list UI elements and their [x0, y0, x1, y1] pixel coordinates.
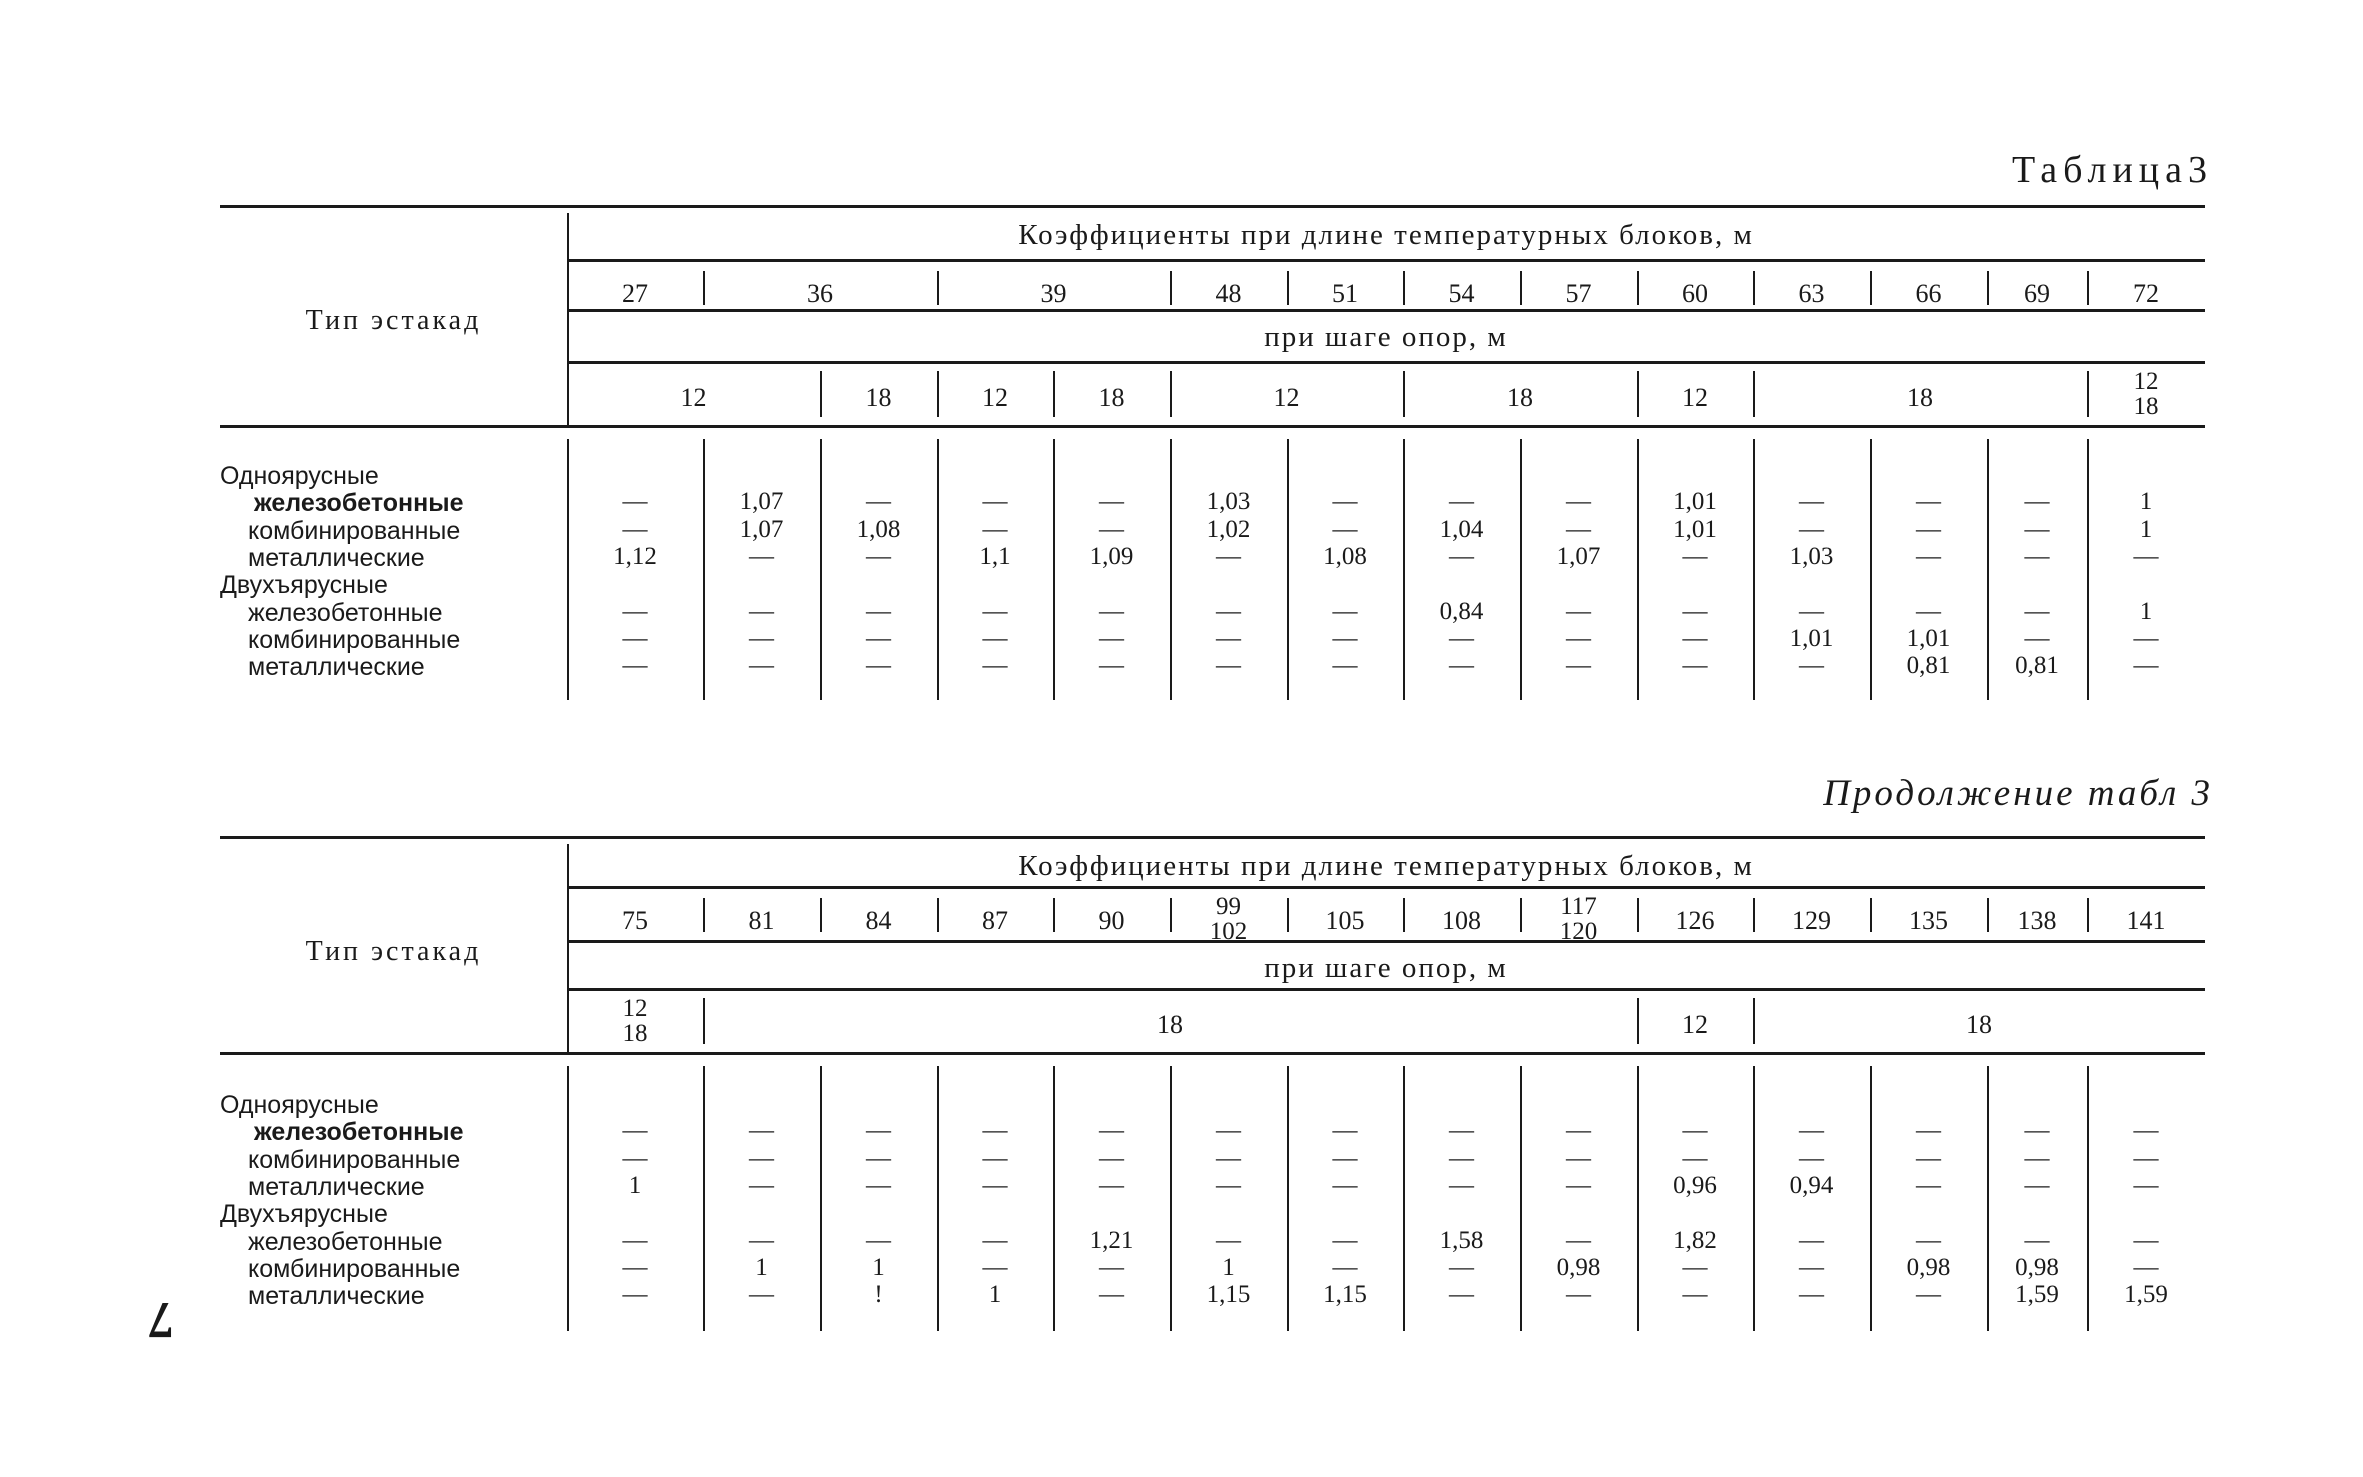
table-cell: —: [1449, 1281, 1474, 1309]
table-cell: —: [1566, 1117, 1591, 1145]
table-cell: —: [749, 597, 774, 625]
rule-line: [2087, 898, 2089, 932]
table-cell: 1,01: [1906, 624, 1951, 652]
table-cell: —: [622, 1144, 648, 1172]
table-cell: —: [2133, 542, 2159, 570]
table-cell: —: [1099, 1117, 1124, 1145]
rule-line: [1287, 271, 1289, 305]
table-cell: 0,98: [1906, 1253, 1951, 1281]
table-cell: —: [1799, 488, 1824, 516]
table-cell: —: [1916, 1226, 1941, 1254]
table-cell: 1,59: [2015, 1281, 2059, 1309]
length-cell: 69: [2024, 279, 2050, 308]
table-cell: —: [1099, 1144, 1124, 1172]
length-cell: 126: [1675, 906, 1715, 935]
length-cell: 81: [748, 906, 775, 935]
table-cell: 1,01: [1673, 488, 1717, 516]
table-cell: —: [982, 1117, 1008, 1145]
step-cell: 18: [1507, 383, 1533, 412]
table-cell: —: [1916, 515, 1941, 543]
length-cell: 63: [1798, 279, 1825, 308]
length-cell: 48: [1215, 279, 1242, 308]
length-cell: 54: [1448, 279, 1475, 308]
table-cell: —: [2024, 515, 2050, 543]
table-cell: —: [1566, 488, 1591, 516]
row-label: Одноярусные: [220, 1091, 379, 1119]
table-cell: —: [1799, 515, 1824, 543]
table-cell: 1,15: [1323, 1281, 1367, 1309]
row-label: комбинированные: [248, 1254, 461, 1283]
table-cell: —: [1216, 597, 1241, 625]
length-cell: 75: [622, 906, 648, 935]
rule-line: [703, 998, 705, 1044]
table-cell: —: [866, 597, 891, 625]
table-cell: —: [982, 1253, 1008, 1281]
rule-line: [2087, 271, 2089, 305]
table-cell: —: [1216, 1144, 1241, 1172]
table1-caption: Таблица3: [2011, 149, 2213, 191]
table-cell: 1,03: [1206, 488, 1251, 516]
table-cell: —: [2024, 597, 2050, 625]
rule-line: [937, 271, 939, 305]
table-cell: 1: [2139, 515, 2153, 543]
row-label: металлические: [248, 653, 425, 682]
table-cell: —: [1449, 624, 1474, 652]
table-cell: —: [1099, 1171, 1124, 1199]
table-cell: —: [1216, 1171, 1241, 1199]
table-cell: 0,81: [1906, 652, 1951, 680]
rule-line: [1170, 271, 1172, 305]
table-cell: 1,01: [1789, 624, 1834, 652]
rule-line: [1053, 371, 1055, 417]
table-cell: —: [1449, 1117, 1474, 1145]
table-cell: —: [1799, 1226, 1824, 1254]
rule-line: [567, 988, 2205, 991]
table-cell: —: [1332, 1144, 1358, 1172]
length-cell: 129: [1792, 906, 1831, 935]
rule-line: [567, 361, 2205, 364]
table-cell: —: [1799, 597, 1824, 625]
table-cell: —: [749, 1226, 774, 1254]
table-cell: 1,15: [1206, 1281, 1251, 1309]
table-cell: —: [749, 652, 774, 680]
table-cell: 1: [2139, 597, 2153, 625]
table-cell: —: [622, 515, 648, 543]
table-cell: —: [2024, 488, 2050, 516]
step-cell: 12: [1682, 1010, 1708, 1039]
step-cell: 12: [1682, 383, 1708, 412]
rule-line: [1637, 998, 1639, 1044]
table-cell: 1,82: [1673, 1226, 1717, 1254]
row-label: железобетонные: [254, 1118, 464, 1147]
table-cell: —: [1566, 652, 1591, 680]
table-cell: —: [1332, 488, 1358, 516]
length-cell: 135: [1909, 906, 1948, 935]
length-cell: 105: [1325, 906, 1365, 935]
table-cell: —: [982, 597, 1008, 625]
table-cell: —: [866, 1171, 891, 1199]
row-label: металлические: [248, 1282, 425, 1311]
rule-line: [1637, 898, 1639, 932]
row-label: железобетонные: [248, 1227, 443, 1256]
table-cell: —: [1682, 1144, 1708, 1172]
table-cell: 1,1: [979, 542, 1011, 570]
table-cell: 0,81: [2015, 652, 2059, 680]
table-cell: 1,07: [1556, 542, 1601, 570]
rule-line: [1753, 998, 1755, 1044]
table-cell: —: [1916, 1117, 1941, 1145]
table-cell: —: [622, 1117, 648, 1145]
table-cell: —: [982, 652, 1008, 680]
rule-line: [1520, 898, 1522, 932]
table-cell: —: [982, 624, 1008, 652]
table-cell: —: [1099, 1253, 1124, 1281]
step-cell: 18: [1907, 383, 1933, 412]
table-cell: —: [1332, 1253, 1358, 1281]
table-cell: —: [866, 542, 891, 570]
table-cell: —: [1332, 1117, 1358, 1145]
table-cell: —: [1682, 1117, 1708, 1145]
table-cell: 1,09: [1089, 542, 1134, 570]
table-cell: —: [622, 1281, 648, 1309]
table-cell: —: [1099, 624, 1124, 652]
table-cell: —: [622, 652, 648, 680]
table-cell: 1,01: [1673, 515, 1717, 543]
rule-line: [1403, 898, 1405, 932]
table-cell: —: [1449, 488, 1474, 516]
table-cell: 1: [872, 1253, 885, 1281]
table-cell: —: [749, 624, 774, 652]
table-cell: 1,04: [1439, 515, 1484, 543]
row-label: Одноярусные: [220, 462, 379, 490]
table-cell: —: [2133, 624, 2159, 652]
rule-line: [1403, 271, 1405, 305]
table-cell: —: [1449, 542, 1474, 570]
table-cell: 1,02: [1206, 515, 1251, 543]
table-cell: —: [2024, 1144, 2050, 1172]
rule-line: [567, 309, 2205, 312]
rule-line: [1287, 898, 1289, 932]
rule-line: [220, 1052, 2205, 1055]
table-cell: —: [1566, 1144, 1591, 1172]
step-cell: 18: [1966, 1010, 1992, 1039]
table-cell: —: [866, 652, 891, 680]
step-cell: 18: [865, 383, 892, 412]
step-cell: 18: [1157, 1010, 1183, 1039]
length-cell: 84: [865, 906, 892, 935]
table-cell: —: [1449, 652, 1474, 680]
length-cell: 117 120: [1559, 893, 1598, 945]
row-label: металлические: [248, 1172, 425, 1201]
page-number: 7: [148, 1291, 174, 1348]
table-cell: —: [982, 1226, 1008, 1254]
rule-line: [937, 371, 939, 417]
table-cell: —: [2133, 1226, 2159, 1254]
rule-line: [1753, 371, 1755, 417]
length-cell: 72: [2133, 279, 2159, 308]
table-cell: —: [622, 624, 648, 652]
table-cell: —: [2133, 1117, 2159, 1145]
rule-line: [567, 940, 2205, 943]
rule-line: [820, 898, 822, 932]
table-cell: —: [2133, 1253, 2159, 1281]
rule-line: [703, 898, 705, 932]
table-cell: —: [1332, 515, 1358, 543]
table-cell: 1: [2139, 488, 2153, 516]
table-cell: —: [1216, 1226, 1241, 1254]
table-cell: —: [1449, 1144, 1474, 1172]
table-cell: —: [749, 1144, 774, 1172]
row-label: Двухъярусные: [220, 1200, 388, 1229]
table-cell: —: [1449, 1253, 1474, 1281]
rule-line: [1403, 371, 1405, 417]
length-cell: 57: [1565, 279, 1592, 308]
table-cell: 0,98: [2015, 1253, 2059, 1281]
rule-line: [1637, 271, 1639, 305]
table-cell: —: [1566, 624, 1591, 652]
step-header: при шаге опор, м: [1264, 321, 1508, 353]
table-cell: 0,98: [1556, 1253, 1601, 1281]
rule-line: [1987, 271, 1989, 305]
table-cell: —: [1682, 1253, 1708, 1281]
rule-line: [567, 259, 2205, 262]
step-cell: 12: [680, 383, 707, 412]
table-cell: —: [1682, 624, 1708, 652]
row-label: Двухъярусные: [220, 571, 388, 600]
table-cell: 1,21: [1089, 1226, 1134, 1254]
rule-line: [1170, 371, 1172, 417]
step-cell: 12 18: [622, 995, 648, 1047]
table-cell: —: [2024, 1117, 2050, 1145]
step-header: при шаге опор, м: [1264, 952, 1508, 984]
table-cell: —: [1799, 1281, 1824, 1309]
table-cell: 1,12: [613, 542, 657, 570]
step-cell: 12 18: [2133, 368, 2159, 420]
step-cell: 12: [1273, 383, 1300, 412]
table-cell: —: [1682, 1281, 1708, 1309]
table-cell: —: [1682, 652, 1708, 680]
table-cell: —: [866, 624, 891, 652]
table-cell: —: [1566, 1281, 1591, 1309]
table-cell: 1,07: [739, 515, 784, 543]
table-cell: —: [2024, 624, 2050, 652]
table-cell: !: [874, 1281, 883, 1309]
table-cell: —: [1916, 1281, 1941, 1309]
length-cell: 90: [1098, 906, 1125, 935]
table-cell: —: [866, 1117, 891, 1145]
length-cell: 141: [2126, 906, 2166, 935]
rule-line: [1870, 271, 1872, 305]
length-cell: 87: [982, 906, 1008, 935]
table-cell: —: [622, 1253, 648, 1281]
table-cell: —: [866, 1226, 891, 1254]
rule-line: [1870, 898, 1872, 932]
table-cell: —: [1332, 597, 1358, 625]
row-label: комбинированные: [248, 625, 461, 654]
table-cell: —: [2133, 1171, 2159, 1199]
row-label: комбинированные: [248, 516, 461, 545]
table-cell: —: [866, 488, 891, 516]
type-header: Тип эстакад: [305, 305, 482, 336]
table-cell: —: [749, 1171, 774, 1199]
table-cell: 1,08: [856, 515, 901, 543]
table-cell: —: [749, 1117, 774, 1145]
table-cell: —: [1566, 1226, 1591, 1254]
table-cell: —: [1449, 1171, 1474, 1199]
table-cell: —: [2024, 1171, 2050, 1199]
table-cell: —: [1099, 1281, 1124, 1309]
table-cell: —: [1216, 624, 1241, 652]
rule-line: [1753, 898, 1755, 932]
type-header: Тип эстакад: [305, 936, 482, 967]
table-cell: 1,07: [739, 488, 784, 516]
row-label: железобетонные: [254, 489, 464, 518]
table-cell: 0,84: [1439, 597, 1484, 625]
table-cell: —: [2133, 1144, 2159, 1172]
table-cell: —: [1332, 652, 1358, 680]
rule-line: [220, 425, 2205, 428]
table-cell: —: [1099, 652, 1124, 680]
rule-line: [220, 836, 2205, 839]
table-cell: —: [982, 1144, 1008, 1172]
table-cell: 1,08: [1323, 542, 1367, 570]
table-cell: 1,59: [2124, 1281, 2168, 1309]
rule-line: [1987, 898, 1989, 932]
length-cell: 66: [1915, 279, 1942, 308]
table-cell: —: [982, 488, 1008, 516]
table-cell: —: [1216, 542, 1241, 570]
rule-line: [820, 371, 822, 417]
rule-line: [1637, 371, 1639, 417]
coef-header: Коэффициенты при длине температурных блоков, м: [1018, 219, 1754, 251]
table-cell: —: [1916, 1171, 1941, 1199]
table-cell: 1: [1222, 1253, 1235, 1281]
table-cell: —: [1332, 1171, 1358, 1199]
rule-line: [1520, 271, 1522, 305]
table-cell: 0,96: [1673, 1171, 1717, 1199]
table-cell: —: [1216, 1117, 1241, 1145]
table-cell: —: [1332, 1226, 1358, 1254]
table-cell: —: [1916, 1144, 1941, 1172]
table-cell: —: [1566, 1171, 1591, 1199]
table-cell: —: [2133, 652, 2159, 680]
table-cell: —: [622, 488, 648, 516]
length-cell: 51: [1332, 279, 1358, 308]
table-cell: —: [1566, 597, 1591, 625]
row-label: железобетонные: [248, 598, 443, 627]
length-cell: 99 102: [1209, 893, 1248, 945]
table-cell: —: [1916, 488, 1941, 516]
table-cell: 1: [628, 1171, 642, 1199]
rule-line: [703, 271, 705, 305]
table-cell: 1,58: [1439, 1226, 1484, 1254]
length-cell: 60: [1682, 279, 1708, 308]
row-label: комбинированные: [248, 1145, 461, 1174]
table-cell: —: [982, 1171, 1008, 1199]
length-cell: 138: [2017, 906, 2057, 935]
rule-line: [937, 898, 939, 932]
table-cell: —: [1682, 597, 1708, 625]
rule-line: [1753, 271, 1755, 305]
length-cell: 108: [1442, 906, 1481, 935]
step-cell: 18: [1098, 383, 1125, 412]
table-cell: —: [749, 1281, 774, 1309]
table-cell: —: [1799, 1144, 1824, 1172]
table-cell: —: [622, 1226, 648, 1254]
rule-line: [2087, 371, 2089, 417]
length-cell: 39: [1040, 279, 1067, 308]
table-cell: —: [1099, 597, 1124, 625]
table-cell: 1: [755, 1253, 768, 1281]
step-cell: 12: [982, 383, 1008, 412]
rule-line: [220, 205, 2205, 208]
table-cell: —: [982, 515, 1008, 543]
table-cell: —: [1799, 1253, 1824, 1281]
table-cell: —: [1099, 515, 1124, 543]
table-cell: —: [1332, 624, 1358, 652]
table-cell: —: [2024, 542, 2050, 570]
table-cell: 0,94: [1789, 1171, 1834, 1199]
coef-header: Коэффициенты при длине температурных блоков, м: [1018, 850, 1754, 882]
rule-line: [1053, 898, 1055, 932]
table-cell: —: [1099, 488, 1124, 516]
table-cell: —: [2024, 1226, 2050, 1254]
table2-caption: Продолжение табл 3: [1823, 773, 2213, 814]
length-cell: 27: [622, 279, 648, 308]
rule-line: [1170, 898, 1172, 932]
table-cell: —: [1682, 542, 1708, 570]
table-cell: —: [622, 597, 648, 625]
table-cell: —: [1916, 542, 1941, 570]
table-cell: —: [1566, 515, 1591, 543]
row-label: металлические: [248, 543, 425, 572]
table-cell: —: [1216, 652, 1241, 680]
table-cell: —: [749, 542, 774, 570]
table-cell: —: [866, 1144, 891, 1172]
table-cell: —: [1799, 652, 1824, 680]
rule-line: [567, 886, 2205, 889]
table-cell: 1: [988, 1281, 1002, 1309]
table-cell: —: [1799, 1117, 1824, 1145]
table-cell: 1,03: [1789, 542, 1834, 570]
table-cell: —: [1916, 597, 1941, 625]
length-cell: 36: [807, 279, 833, 308]
